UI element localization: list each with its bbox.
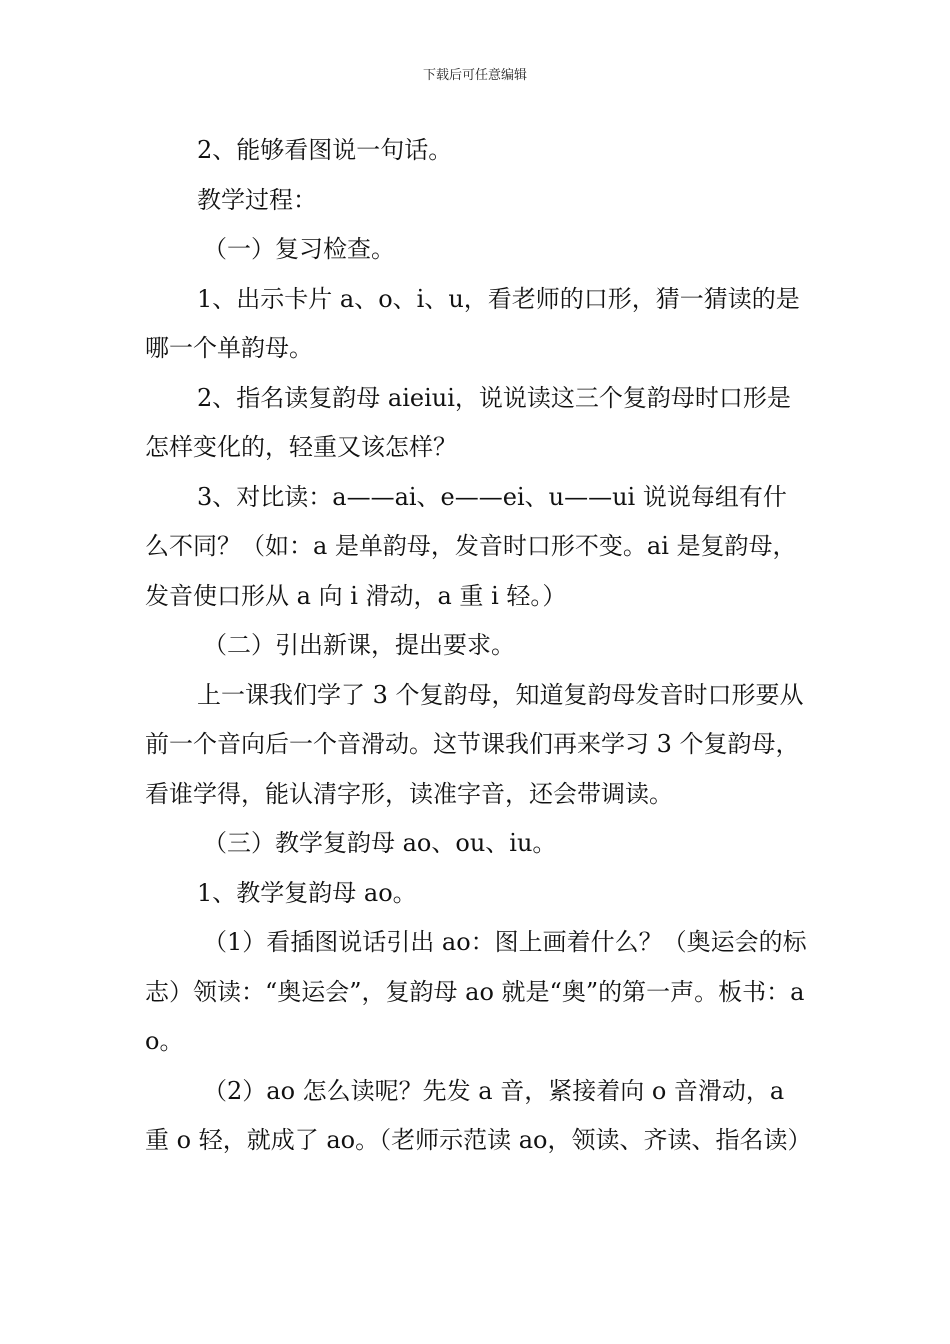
page-header: 下载后可任意编辑	[422, 68, 527, 83]
paragraph-objective-2: 2、能够看图说一句话。	[197, 136, 453, 164]
paragraph-review-2: 2、指名读复韵母 aieiui，说说读这三个复韵母时口形是怎样变化的，轻重又该怎样？	[145, 383, 791, 461]
document-body	[145, 126, 810, 1166]
paragraph-section-1: （一）复习检查。	[203, 235, 395, 263]
paragraph-step-1: （1）看插图说话引出 ao：图上画着什么？（奥运会的标志）领读：“奥运会”，复韵母 ao 就是“奥”的第一声。板书：ao。	[145, 928, 807, 1055]
paragraph-teach-ao: 1、教学复韵母 ao。	[197, 878, 417, 907]
paragraph-review-1: 1、出示卡片 a、o、i、u，看老师的口形，猜一猜读的是哪一个单韵母。	[145, 284, 800, 362]
paragraph-step-2: （2）ao 怎么读呢？先发 a 音，紧接着向 o 音滑动，a 重 o 轻，就成了 ao。（老师示范读 ao，领读、齐读、指名读）	[145, 1076, 812, 1154]
paragraph-process-heading: 教学过程：	[197, 185, 317, 214]
paragraph-section-2: （二）引出新课，提出要求。	[203, 631, 515, 659]
paragraph-review-3: 3、对比读：a——ai、e——ei、u——ui 说说每组有什么不同？（如：a 是单韵母，发音时口形不变。ai 是复韵母，发音使口形从 a 向 i 滑动，a 重 i 轻。）	[145, 482, 797, 610]
paragraph-section-3: （三）教学复韵母 ao、ou、iu。	[203, 829, 557, 857]
paragraph-intro: 上一课我们学了 3 个复韵母，知道复韵母发音时口形要从前一个音向后一个音滑动。这节课我们再来学习 3 个复韵母，看谁学得，能认清字形，读准字音，还会带调读。	[145, 680, 804, 808]
